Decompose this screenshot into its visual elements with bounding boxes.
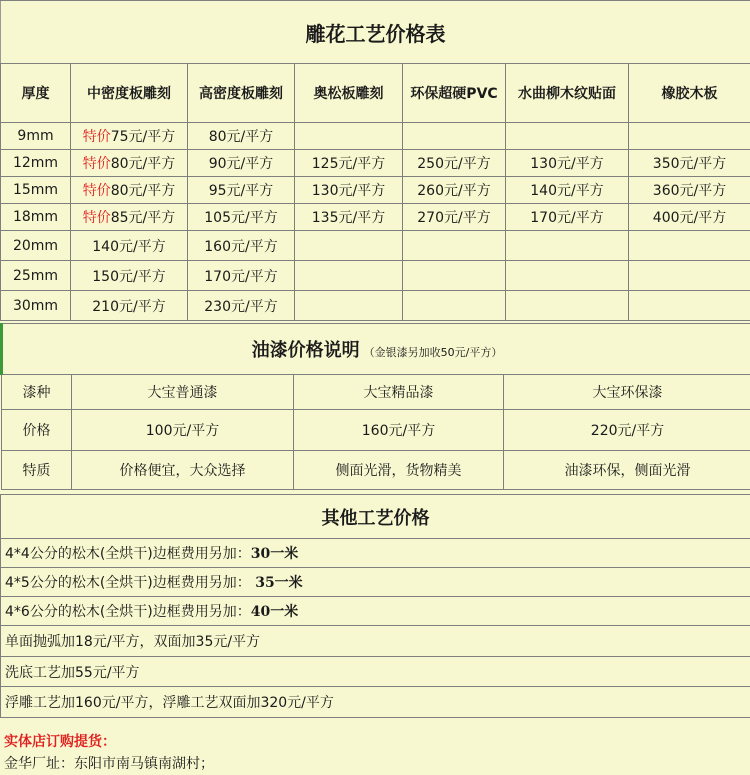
ash-price-cell: 170元/平方: [506, 204, 629, 231]
rubber-price-cell: [629, 231, 750, 261]
thickness-cell: 25mm: [1, 261, 71, 291]
list-item: [1, 626, 750, 657]
thickness-cell: 9mm: [1, 123, 71, 150]
hdf-price-cell: 95元/平方: [188, 177, 295, 204]
mdf-price: 75元/平方: [110, 129, 176, 145]
mdf-price: 80元/平方: [110, 156, 176, 172]
pine-price-cell: 125元/平方: [295, 150, 403, 177]
list-item: [1, 597, 750, 626]
pvc-price-cell: [403, 231, 506, 261]
rubber-price-cell: [629, 261, 750, 291]
carving-price-table: [0, 0, 750, 321]
mdf-price-cell: [71, 123, 188, 150]
arc-polish-line: 单面抛弧加18元/平方，双面加35元/平方: [1, 626, 750, 657]
header-thickness: 厚度: [1, 64, 71, 123]
pvc-price-cell: 270元/平方: [403, 204, 506, 231]
rubber-price-cell: 360元/平方: [629, 177, 750, 204]
other-process-table: [0, 494, 750, 718]
paint-type-cell: 大宝精品漆: [294, 375, 504, 410]
header-pine-board: 奥松板雕刻: [295, 64, 403, 123]
row-label: 价格: [2, 410, 72, 451]
paint-type-cell: 大宝环保漆: [504, 375, 750, 410]
header-rubber-wood: 橡胶木板: [629, 64, 750, 123]
mdf-price-cell: [71, 261, 188, 291]
thickness-cell: 30mm: [1, 291, 71, 321]
relief-carving-line: 浮雕工艺加160元/平方，浮雕工艺双面加320元/平方: [1, 687, 750, 718]
carving-header-row: [1, 64, 750, 123]
table-row: [1, 291, 750, 321]
hdf-price-cell: 230元/平方: [188, 291, 295, 321]
pvc-price-cell: 260元/平方: [403, 177, 506, 204]
pvc-price-cell: 250元/平方: [403, 150, 506, 177]
rubber-price-cell: [629, 291, 750, 321]
list-item: [1, 657, 750, 687]
table-row: [1, 177, 750, 204]
pine-price-cell: [295, 261, 403, 291]
mdf-price-cell: [71, 204, 188, 231]
paint-type-cell: 大宝普通漆: [72, 375, 294, 410]
paint-price-cell: 160元/平方: [294, 410, 504, 451]
paint-price-cell: 100元/平方: [72, 410, 294, 451]
header-hdf: 高密度板雕刻: [188, 64, 295, 123]
frame-description: 4*6公分的松木(全烘干)边框费用另加：: [5, 604, 251, 620]
paint-price-table: [0, 323, 750, 490]
ash-price-cell: [506, 123, 629, 150]
special-offer-label: 特价: [82, 183, 111, 199]
paint-price-row: [2, 410, 750, 451]
mdf-price: 85元/平方: [110, 210, 176, 226]
paint-feature-cell: 价格便宜，大众选择: [72, 451, 294, 490]
mdf-price: 150元/平方: [92, 268, 166, 285]
hdf-price-cell: 170元/平方: [188, 261, 295, 291]
ash-price-cell: [506, 291, 629, 321]
frame-price: 35一米: [255, 575, 303, 591]
ash-price-cell: [506, 231, 629, 261]
rubber-price-cell: [629, 123, 750, 150]
frame-price-line: [1, 568, 750, 597]
special-offer-label: 特价: [82, 129, 111, 145]
pine-price-cell: 130元/平方: [295, 177, 403, 204]
base-wash-line: 洗底工艺加55元/平方: [1, 657, 750, 687]
pvc-price-cell: [403, 291, 506, 321]
frame-description: 4*5公分的松木(全烘干)边框费用另加：: [5, 575, 256, 591]
mdf-price: 140元/平方: [92, 238, 166, 255]
thickness-cell: 18mm: [1, 204, 71, 231]
paint-surcharge-note: （金银漆另加收50元/平方）: [363, 346, 503, 359]
rubber-price-cell: 400元/平方: [629, 204, 750, 231]
mdf-price: 210元/平方: [92, 298, 166, 315]
hdf-price-cell: 80元/平方: [188, 123, 295, 150]
row-label: 特质: [2, 451, 72, 490]
frame-price-line: [1, 597, 750, 626]
ash-price-cell: [506, 261, 629, 291]
carving-table-title: 雕花工艺价格表: [1, 1, 750, 64]
thickness-cell: 20mm: [1, 231, 71, 261]
pine-price-cell: [295, 123, 403, 150]
pine-price-cell: [295, 231, 403, 261]
hdf-price-cell: 90元/平方: [188, 150, 295, 177]
mdf-price: 80元/平方: [110, 183, 176, 199]
store-pickup-heading: 实体店订购提货：: [4, 734, 116, 750]
list-item: [1, 568, 750, 597]
paint-price-cell: 220元/平方: [504, 410, 750, 451]
frame-price: 30一米: [250, 546, 299, 562]
table-row: [1, 231, 750, 261]
list-item: [1, 539, 750, 568]
frame-price: 40一米: [250, 604, 299, 620]
header-ash-veneer: 水曲柳木纹贴面: [506, 64, 629, 123]
paint-feature-cell: 油漆环保，侧面光滑: [504, 451, 750, 490]
rubber-price-cell: 350元/平方: [629, 150, 750, 177]
header-pvc: 环保超硬PVC: [403, 64, 506, 123]
paint-type-row: [2, 375, 750, 410]
special-offer-label: 特价: [82, 156, 111, 172]
mdf-price-cell: [71, 177, 188, 204]
ash-price-cell: 140元/平方: [506, 177, 629, 204]
pvc-price-cell: [403, 123, 506, 150]
mdf-price-cell: [71, 231, 188, 261]
hdf-price-cell: 105元/平方: [188, 204, 295, 231]
hdf-price-cell: 160元/平方: [188, 231, 295, 261]
paint-table-title-cell: [2, 324, 750, 375]
table-row: [1, 204, 750, 231]
pine-price-cell: 135元/平方: [295, 204, 403, 231]
table-row: [1, 261, 750, 291]
special-offer-label: 特价: [82, 210, 111, 226]
footer: [4, 731, 744, 775]
mdf-price-cell: [71, 291, 188, 321]
thickness-cell: 15mm: [1, 177, 71, 204]
pine-price-cell: [295, 291, 403, 321]
table-row: [1, 123, 750, 150]
ash-price-cell: 130元/平方: [506, 150, 629, 177]
paint-table-title: 油漆价格说明: [251, 340, 360, 361]
paint-feature-cell: 侧面光滑，货物精美: [294, 451, 504, 490]
header-mdf: 中密度板雕刻: [71, 64, 188, 123]
frame-price-line: [1, 539, 750, 568]
mdf-price-cell: [71, 150, 188, 177]
factory-address: 金华厂址：东阳市南马镇南湖村；: [4, 756, 214, 772]
frame-description: 4*4公分的松木(全烘干)边框费用另加：: [5, 546, 251, 562]
paint-feature-row: [2, 451, 750, 490]
row-label: 漆种: [2, 375, 72, 410]
table-row: [1, 150, 750, 177]
pvc-price-cell: [403, 261, 506, 291]
thickness-cell: 12mm: [1, 150, 71, 177]
other-table-title: 其他工艺价格: [1, 495, 750, 539]
list-item: [1, 687, 750, 718]
